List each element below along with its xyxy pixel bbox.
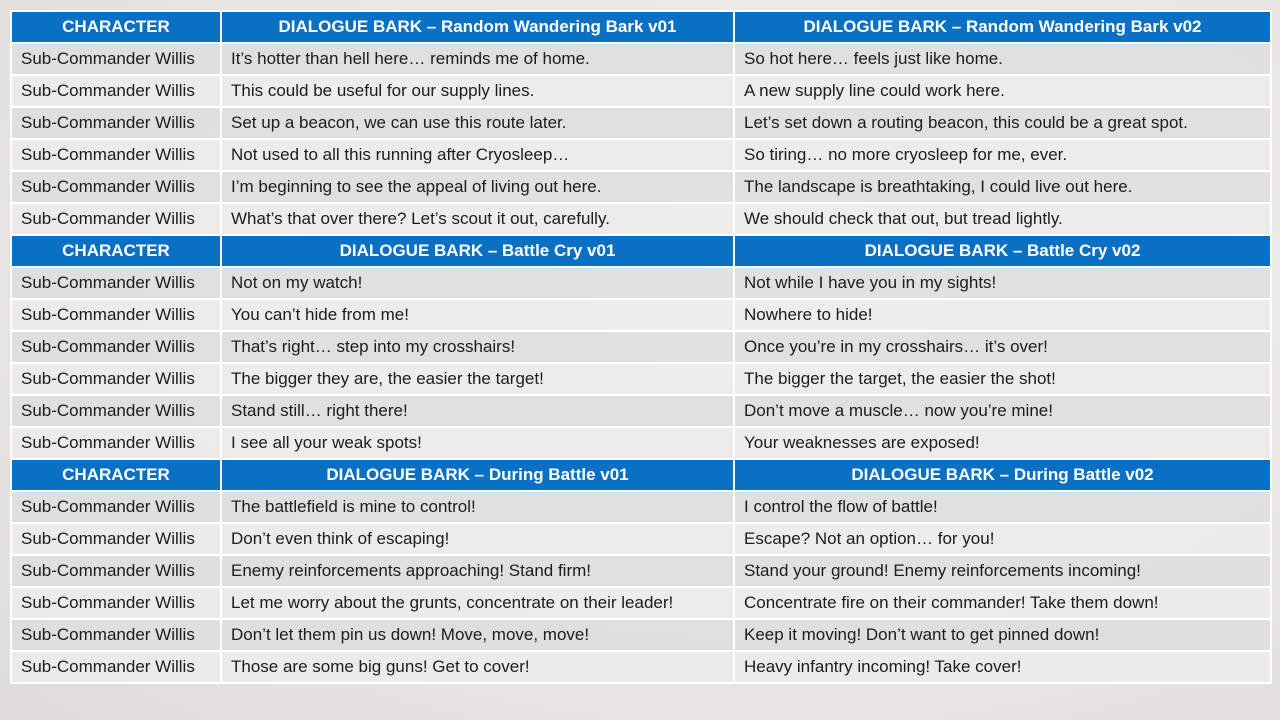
table-row: [11, 299, 1271, 331]
column-header-bark-v02: DIALOGUE BARK – Random Wandering Bark v02: [734, 11, 1271, 43]
table-body: [11, 11, 1271, 683]
bark-v01-cell: That’s right… step into my crosshairs!: [221, 331, 734, 363]
table-row: [11, 139, 1271, 171]
section-header-row: [11, 11, 1271, 43]
bark-v01-cell: Not used to all this running after Cryosleep…: [221, 139, 734, 171]
bark-v02-cell: Keep it moving! Don’t want to get pinned down!: [734, 619, 1271, 651]
table-row: [11, 203, 1271, 235]
table-row: [11, 363, 1271, 395]
table-row: [11, 395, 1271, 427]
bark-v02-cell: Let’s set down a routing beacon, this could be a great spot.: [734, 107, 1271, 139]
table-row: [11, 107, 1271, 139]
bark-v02-cell: Concentrate fire on their commander! Take them down!: [734, 587, 1271, 619]
table-row: [11, 171, 1271, 203]
bark-v02-cell: A new supply line could work here.: [734, 75, 1271, 107]
bark-v02-cell: Escape? Not an option… for you!: [734, 523, 1271, 555]
column-header-bark-v01: DIALOGUE BARK – During Battle v01: [221, 459, 734, 491]
bark-v02-cell: Nowhere to hide!: [734, 299, 1271, 331]
column-header-bark-v02: DIALOGUE BARK – During Battle v02: [734, 459, 1271, 491]
bark-v01-cell: The bigger they are, the easier the target!: [221, 363, 734, 395]
table-row: [11, 427, 1271, 459]
bark-v01-cell: I see all your weak spots!: [221, 427, 734, 459]
bark-v01-cell: Let me worry about the grunts, concentrate on their leader!: [221, 587, 734, 619]
character-cell: Sub-Commander Willis: [11, 363, 221, 395]
character-cell: Sub-Commander Willis: [11, 299, 221, 331]
table-row: [11, 331, 1271, 363]
bark-v02-cell: The bigger the target, the easier the shot!: [734, 363, 1271, 395]
table-row: [11, 651, 1271, 683]
bark-v01-cell: Enemy reinforcements approaching! Stand firm!: [221, 555, 734, 587]
bark-v02-cell: Stand your ground! Enemy reinforcements incoming!: [734, 555, 1271, 587]
bark-v02-cell: So hot here… feels just like home.: [734, 43, 1271, 75]
bark-v02-cell: The landscape is breathtaking, I could live out here.: [734, 171, 1271, 203]
bark-v01-cell: Don’t even think of escaping!: [221, 523, 734, 555]
bark-v02-cell: Once you’re in my crosshairs… it’s over!: [734, 331, 1271, 363]
character-cell: Sub-Commander Willis: [11, 139, 221, 171]
bark-v02-cell: So tiring… no more cryosleep for me, ever.: [734, 139, 1271, 171]
column-header-character: CHARACTER: [11, 459, 221, 491]
bark-v02-cell: Don’t move a muscle… now you’re mine!: [734, 395, 1271, 427]
column-header-bark-v01: DIALOGUE BARK – Random Wandering Bark v01: [221, 11, 734, 43]
section-header-row: [11, 459, 1271, 491]
table-row: [11, 619, 1271, 651]
slide: [10, 10, 1270, 684]
bark-v02-cell: Heavy infantry incoming! Take cover!: [734, 651, 1271, 683]
table-row: [11, 587, 1271, 619]
bark-v02-cell: Your weaknesses are exposed!: [734, 427, 1271, 459]
bark-v01-cell: Stand still… right there!: [221, 395, 734, 427]
bark-v01-cell: It’s hotter than hell here… reminds me of home.: [221, 43, 734, 75]
bark-v01-cell: I’m beginning to see the appeal of living out here.: [221, 171, 734, 203]
table-row: [11, 75, 1271, 107]
bark-v02-cell: We should check that out, but tread lightly.: [734, 203, 1271, 235]
character-cell: Sub-Commander Willis: [11, 267, 221, 299]
section-header-row: [11, 235, 1271, 267]
bark-v01-cell: The battlefield is mine to control!: [221, 491, 734, 523]
bark-v01-cell: Set up a beacon, we can use this route later.: [221, 107, 734, 139]
bark-v01-cell: Not on my watch!: [221, 267, 734, 299]
bark-v01-cell: Don’t let them pin us down! Move, move, move!: [221, 619, 734, 651]
character-cell: Sub-Commander Willis: [11, 555, 221, 587]
bark-v01-cell: You can’t hide from me!: [221, 299, 734, 331]
character-cell: Sub-Commander Willis: [11, 619, 221, 651]
bark-v02-cell: I control the flow of battle!: [734, 491, 1271, 523]
table-row: [11, 43, 1271, 75]
table-row: [11, 555, 1271, 587]
character-cell: Sub-Commander Willis: [11, 107, 221, 139]
character-cell: Sub-Commander Willis: [11, 523, 221, 555]
character-cell: Sub-Commander Willis: [11, 203, 221, 235]
column-header-bark-v02: DIALOGUE BARK – Battle Cry v02: [734, 235, 1271, 267]
column-header-character: CHARACTER: [11, 11, 221, 43]
character-cell: Sub-Commander Willis: [11, 491, 221, 523]
character-cell: Sub-Commander Willis: [11, 75, 221, 107]
table-row: [11, 523, 1271, 555]
character-cell: Sub-Commander Willis: [11, 395, 221, 427]
character-cell: Sub-Commander Willis: [11, 651, 221, 683]
character-cell: Sub-Commander Willis: [11, 331, 221, 363]
bark-v01-cell: This could be useful for our supply lines.: [221, 75, 734, 107]
character-cell: Sub-Commander Willis: [11, 43, 221, 75]
table-row: [11, 491, 1271, 523]
bark-v01-cell: What’s that over there? Let’s scout it out, carefully.: [221, 203, 734, 235]
column-header-bark-v01: DIALOGUE BARK – Battle Cry v01: [221, 235, 734, 267]
bark-v02-cell: Not while I have you in my sights!: [734, 267, 1271, 299]
character-cell: Sub-Commander Willis: [11, 587, 221, 619]
table-row: [11, 267, 1271, 299]
bark-v01-cell: Those are some big guns! Get to cover!: [221, 651, 734, 683]
dialogue-bark-table: [10, 10, 1272, 684]
character-cell: Sub-Commander Willis: [11, 171, 221, 203]
character-cell: Sub-Commander Willis: [11, 427, 221, 459]
column-header-character: CHARACTER: [11, 235, 221, 267]
